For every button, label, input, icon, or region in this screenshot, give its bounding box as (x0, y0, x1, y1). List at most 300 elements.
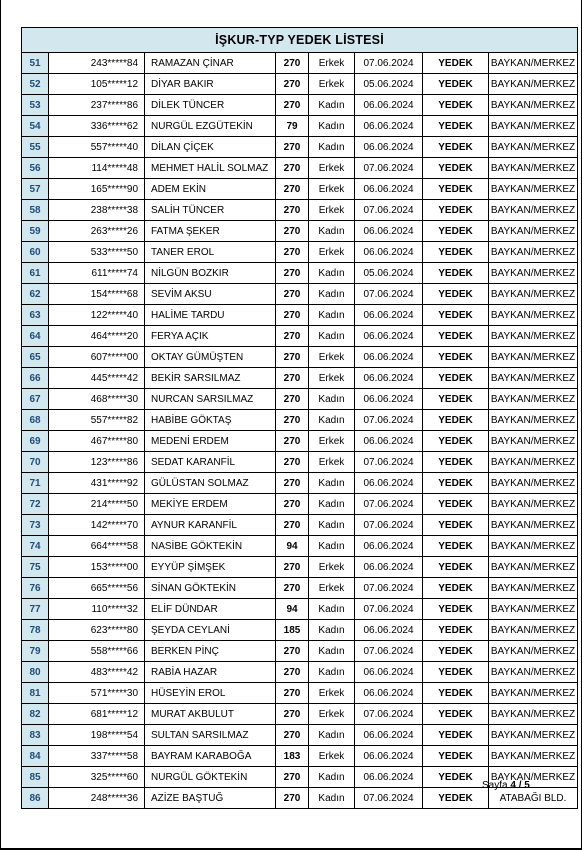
gender: Erkek (309, 578, 355, 599)
row-number: 64 (22, 326, 49, 347)
masked-id-number: 336*****62 (49, 116, 145, 137)
masked-id-number: 243*****84 (49, 53, 145, 74)
application-date: 07.06.2024 (355, 515, 423, 536)
person-name: BERKEN PİNÇ (145, 641, 276, 662)
row-number: 83 (22, 725, 49, 746)
table-row (22, 116, 578, 137)
status: YEDEK (423, 473, 489, 494)
work-location: BAYKAN/MERKEZ (489, 74, 578, 95)
score: 94 (276, 599, 309, 620)
person-name: AYNUR KARANFİL (145, 515, 276, 536)
gender: Erkek (309, 200, 355, 221)
gender: Kadın (309, 326, 355, 347)
gender: Kadın (309, 725, 355, 746)
application-date: 07.06.2024 (355, 200, 423, 221)
score: 270 (276, 515, 309, 536)
status: YEDEK (423, 725, 489, 746)
application-date: 06.06.2024 (355, 242, 423, 263)
gender: Kadın (309, 284, 355, 305)
table-row (22, 662, 578, 683)
work-location: BAYKAN/MERKEZ (489, 536, 578, 557)
work-location: BAYKAN/MERKEZ (489, 494, 578, 515)
masked-id-number: 558*****66 (49, 641, 145, 662)
work-location: BAYKAN/MERKEZ (489, 725, 578, 746)
work-location: BAYKAN/MERKEZ (489, 389, 578, 410)
title-row (22, 28, 578, 53)
status: YEDEK (423, 536, 489, 557)
row-number: 56 (22, 158, 49, 179)
status: YEDEK (423, 368, 489, 389)
row-number: 58 (22, 200, 49, 221)
work-location: BAYKAN/MERKEZ (489, 221, 578, 242)
gender: Erkek (309, 158, 355, 179)
person-name: FATMA ŞEKER (145, 221, 276, 242)
table-row (22, 578, 578, 599)
gender: Kadın (309, 137, 355, 158)
person-name: MEKİYE ERDEM (145, 494, 276, 515)
work-location: BAYKAN/MERKEZ (489, 53, 578, 74)
status: YEDEK (423, 662, 489, 683)
work-location: BAYKAN/MERKEZ (489, 431, 578, 452)
table-row (22, 326, 578, 347)
person-name: NURGÜL GÖKTEKİN (145, 767, 276, 788)
table-row (22, 95, 578, 116)
row-number: 78 (22, 620, 49, 641)
status: YEDEK (423, 620, 489, 641)
work-location: BAYKAN/MERKEZ (489, 305, 578, 326)
masked-id-number: 431*****92 (49, 473, 145, 494)
page-separator: / (518, 780, 522, 791)
application-date: 06.06.2024 (355, 389, 423, 410)
row-number: 65 (22, 347, 49, 368)
application-date: 05.06.2024 (355, 263, 423, 284)
application-date: 06.06.2024 (355, 725, 423, 746)
table-row (22, 368, 578, 389)
table-row (22, 242, 578, 263)
masked-id-number: 467*****80 (49, 431, 145, 452)
status: YEDEK (423, 557, 489, 578)
application-date: 07.06.2024 (355, 53, 423, 74)
score: 270 (276, 137, 309, 158)
masked-id-number: 664*****58 (49, 536, 145, 557)
masked-id-number: 198*****54 (49, 725, 145, 746)
table-row (22, 704, 578, 725)
table-row (22, 305, 578, 326)
gender: Erkek (309, 347, 355, 368)
score: 183 (276, 746, 309, 767)
application-date: 07.06.2024 (355, 452, 423, 473)
person-name: RAMAZAN ÇİNAR (145, 53, 276, 74)
masked-id-number: 110*****32 (49, 599, 145, 620)
score: 270 (276, 53, 309, 74)
application-date: 07.06.2024 (355, 494, 423, 515)
work-location: BAYKAN/MERKEZ (489, 284, 578, 305)
application-date: 06.06.2024 (355, 368, 423, 389)
masked-id-number: 154*****68 (49, 284, 145, 305)
row-number: 69 (22, 431, 49, 452)
score: 270 (276, 326, 309, 347)
score: 270 (276, 683, 309, 704)
current-page: 4 (510, 780, 516, 791)
row-number: 84 (22, 746, 49, 767)
person-name: GÜLÜSTAN SOLMAZ (145, 473, 276, 494)
application-date: 05.06.2024 (355, 74, 423, 95)
gender: Kadın (309, 788, 355, 809)
row-number: 71 (22, 473, 49, 494)
work-location: BAYKAN/MERKEZ (489, 515, 578, 536)
gender: Erkek (309, 431, 355, 452)
page-title: İŞKUR-TYP YEDEK LİSTESİ (22, 28, 578, 53)
status: YEDEK (423, 641, 489, 662)
row-number: 55 (22, 137, 49, 158)
person-name: NURGÜL EZGÜTEKİN (145, 116, 276, 137)
person-name: EYYÜP ŞİMŞEK (145, 557, 276, 578)
gender: Kadın (309, 767, 355, 788)
work-location: BAYKAN/MERKEZ (489, 200, 578, 221)
status: YEDEK (423, 221, 489, 242)
work-location: ATABAĞI BLD. (489, 788, 578, 809)
row-number: 80 (22, 662, 49, 683)
score: 270 (276, 473, 309, 494)
person-name: ELİF DÜNDAR (145, 599, 276, 620)
masked-id-number: 571*****30 (49, 683, 145, 704)
person-name: SEVİM AKSU (145, 284, 276, 305)
work-location: BAYKAN/MERKEZ (489, 95, 578, 116)
work-location: BAYKAN/MERKEZ (489, 662, 578, 683)
table-row (22, 746, 578, 767)
person-name: OKTAY GÜMÜŞTEN (145, 347, 276, 368)
table-row (22, 221, 578, 242)
person-name: DİYAR BAKIR (145, 74, 276, 95)
masked-id-number: 165*****90 (49, 179, 145, 200)
person-name: NASİBE GÖKTEKİN (145, 536, 276, 557)
person-name: MURAT AKBULUT (145, 704, 276, 725)
masked-id-number: 214*****50 (49, 494, 145, 515)
status: YEDEK (423, 452, 489, 473)
score: 270 (276, 725, 309, 746)
masked-id-number: 237*****86 (49, 95, 145, 116)
row-number: 51 (22, 53, 49, 74)
row-number: 67 (22, 389, 49, 410)
status: YEDEK (423, 179, 489, 200)
row-number: 57 (22, 179, 49, 200)
score: 270 (276, 263, 309, 284)
gender: Kadın (309, 515, 355, 536)
gender: Erkek (309, 53, 355, 74)
work-location: BAYKAN/MERKEZ (489, 347, 578, 368)
table-row (22, 179, 578, 200)
row-number: 61 (22, 263, 49, 284)
status: YEDEK (423, 326, 489, 347)
row-number: 62 (22, 284, 49, 305)
application-date: 07.06.2024 (355, 578, 423, 599)
person-name: SİNAN GÖKTEKİN (145, 578, 276, 599)
score: 270 (276, 158, 309, 179)
status: YEDEK (423, 116, 489, 137)
row-number: 77 (22, 599, 49, 620)
person-name: SEDAT KARANFİL (145, 452, 276, 473)
work-location: BAYKAN/MERKEZ (489, 242, 578, 263)
application-date: 06.06.2024 (355, 683, 423, 704)
table-row (22, 137, 578, 158)
score: 270 (276, 242, 309, 263)
application-date: 07.06.2024 (355, 599, 423, 620)
person-name: MEDENİ ERDEM (145, 431, 276, 452)
table-row (22, 494, 578, 515)
application-date: 06.06.2024 (355, 557, 423, 578)
work-location: BAYKAN/MERKEZ (489, 578, 578, 599)
masked-id-number: 557*****40 (49, 137, 145, 158)
person-name: ADEM EKİN (145, 179, 276, 200)
table-row (22, 641, 578, 662)
person-name: NİLGÜN BOZKIR (145, 263, 276, 284)
application-date: 06.06.2024 (355, 473, 423, 494)
score: 270 (276, 74, 309, 95)
score: 270 (276, 410, 309, 431)
masked-id-number: 445*****42 (49, 368, 145, 389)
gender: Kadın (309, 494, 355, 515)
application-date: 06.06.2024 (355, 137, 423, 158)
score: 185 (276, 620, 309, 641)
gender: Kadın (309, 473, 355, 494)
score: 270 (276, 221, 309, 242)
masked-id-number: 681*****12 (49, 704, 145, 725)
gender: Kadın (309, 305, 355, 326)
person-name: HALİME TARDU (145, 305, 276, 326)
status: YEDEK (423, 767, 489, 788)
masked-id-number: 533*****50 (49, 242, 145, 263)
table-row (22, 683, 578, 704)
masked-id-number: 611*****74 (49, 263, 145, 284)
person-name: TANER EROL (145, 242, 276, 263)
page-label: Sayfa (482, 780, 508, 791)
row-number: 54 (22, 116, 49, 137)
gender: Kadın (309, 599, 355, 620)
status: YEDEK (423, 431, 489, 452)
gender: Erkek (309, 683, 355, 704)
status: YEDEK (423, 683, 489, 704)
row-number: 76 (22, 578, 49, 599)
table-row (22, 200, 578, 221)
score: 270 (276, 368, 309, 389)
status: YEDEK (423, 53, 489, 74)
gender: Kadın (309, 389, 355, 410)
work-location: BAYKAN/MERKEZ (489, 116, 578, 137)
status: YEDEK (423, 746, 489, 767)
score: 94 (276, 536, 309, 557)
person-name: BAYRAM KARABOĞA (145, 746, 276, 767)
page-edge-left (0, 0, 1, 850)
masked-id-number: 483*****42 (49, 662, 145, 683)
row-number: 74 (22, 536, 49, 557)
row-number: 66 (22, 368, 49, 389)
score: 270 (276, 557, 309, 578)
work-location: BAYKAN/MERKEZ (489, 137, 578, 158)
table-row (22, 536, 578, 557)
score: 270 (276, 494, 309, 515)
table-row (22, 725, 578, 746)
masked-id-number: 665*****56 (49, 578, 145, 599)
status: YEDEK (423, 578, 489, 599)
application-date: 07.06.2024 (355, 158, 423, 179)
gender: Kadın (309, 641, 355, 662)
masked-id-number: 114*****48 (49, 158, 145, 179)
status: YEDEK (423, 704, 489, 725)
masked-id-number: 464*****20 (49, 326, 145, 347)
table-row (22, 158, 578, 179)
gender: Kadın (309, 620, 355, 641)
gender: Erkek (309, 242, 355, 263)
work-location: BAYKAN/MERKEZ (489, 452, 578, 473)
masked-id-number: 623*****80 (49, 620, 145, 641)
row-number: 52 (22, 74, 49, 95)
status: YEDEK (423, 389, 489, 410)
work-location: BAYKAN/MERKEZ (489, 746, 578, 767)
person-name: HÜSEYİN EROL (145, 683, 276, 704)
row-number: 59 (22, 221, 49, 242)
status: YEDEK (423, 494, 489, 515)
application-date: 06.06.2024 (355, 305, 423, 326)
application-date: 07.06.2024 (355, 788, 423, 809)
table-body (22, 53, 578, 809)
table-row (22, 389, 578, 410)
gender: Erkek (309, 557, 355, 578)
score: 270 (276, 704, 309, 725)
score: 270 (276, 95, 309, 116)
application-date: 06.06.2024 (355, 221, 423, 242)
masked-id-number: 153*****00 (49, 557, 145, 578)
person-name: FERYA AÇIK (145, 326, 276, 347)
gender: Erkek (309, 704, 355, 725)
gender: Kadın (309, 95, 355, 116)
score: 270 (276, 389, 309, 410)
gender: Kadın (309, 410, 355, 431)
masked-id-number: 468*****30 (49, 389, 145, 410)
row-number: 82 (22, 704, 49, 725)
person-name: AZİZE BAŞTUĞ (145, 788, 276, 809)
status: YEDEK (423, 242, 489, 263)
work-location: BAYKAN/MERKEZ (489, 767, 578, 788)
status: YEDEK (423, 788, 489, 809)
row-number: 70 (22, 452, 49, 473)
masked-id-number: 557*****82 (49, 410, 145, 431)
score: 270 (276, 284, 309, 305)
masked-id-number: 607*****00 (49, 347, 145, 368)
row-number: 72 (22, 494, 49, 515)
reserve-list-table (21, 27, 578, 809)
person-name: ŞEYDA CEYLANİ (145, 620, 276, 641)
work-location: BAYKAN/MERKEZ (489, 557, 578, 578)
masked-id-number: 337*****58 (49, 746, 145, 767)
score: 270 (276, 767, 309, 788)
person-name: HABİBE GÖKTAŞ (145, 410, 276, 431)
status: YEDEK (423, 515, 489, 536)
score: 270 (276, 179, 309, 200)
status: YEDEK (423, 158, 489, 179)
gender: Erkek (309, 452, 355, 473)
table-row (22, 410, 578, 431)
masked-id-number: 122*****40 (49, 305, 145, 326)
gender: Erkek (309, 179, 355, 200)
table-row (22, 74, 578, 95)
score: 270 (276, 200, 309, 221)
row-number: 86 (22, 788, 49, 809)
person-name: MEHMET HALİL SOLMAZ (145, 158, 276, 179)
table-row (22, 620, 578, 641)
gender: Kadın (309, 263, 355, 284)
score: 270 (276, 431, 309, 452)
status: YEDEK (423, 284, 489, 305)
application-date: 06.06.2024 (355, 746, 423, 767)
work-location: BAYKAN/MERKEZ (489, 410, 578, 431)
table-row (22, 515, 578, 536)
page-number (482, 780, 530, 791)
person-name: DİLEK TÜNCER (145, 95, 276, 116)
score: 270 (276, 788, 309, 809)
work-location: BAYKAN/MERKEZ (489, 326, 578, 347)
application-date: 06.06.2024 (355, 179, 423, 200)
status: YEDEK (423, 137, 489, 158)
status: YEDEK (423, 74, 489, 95)
score: 270 (276, 662, 309, 683)
row-number: 68 (22, 410, 49, 431)
gender: Erkek (309, 746, 355, 767)
score: 270 (276, 641, 309, 662)
score: 79 (276, 116, 309, 137)
application-date: 07.06.2024 (355, 704, 423, 725)
person-name: SALİH TÜNCER (145, 200, 276, 221)
table-row (22, 53, 578, 74)
status: YEDEK (423, 95, 489, 116)
application-date: 06.06.2024 (355, 95, 423, 116)
masked-id-number: 325*****60 (49, 767, 145, 788)
work-location: BAYKAN/MERKEZ (489, 704, 578, 725)
table-row (22, 473, 578, 494)
application-date: 07.06.2024 (355, 641, 423, 662)
masked-id-number: 142*****70 (49, 515, 145, 536)
status: YEDEK (423, 347, 489, 368)
masked-id-number: 238*****38 (49, 200, 145, 221)
application-date: 06.06.2024 (355, 536, 423, 557)
table-row (22, 347, 578, 368)
gender: Kadın (309, 536, 355, 557)
application-date: 06.06.2024 (355, 326, 423, 347)
masked-id-number: 123*****86 (49, 452, 145, 473)
table-row (22, 431, 578, 452)
masked-id-number: 105*****12 (49, 74, 145, 95)
gender: Kadın (309, 116, 355, 137)
row-number: 63 (22, 305, 49, 326)
gender: Kadın (309, 221, 355, 242)
row-number: 60 (22, 242, 49, 263)
status: YEDEK (423, 410, 489, 431)
person-name: RABİA HAZAR (145, 662, 276, 683)
row-number: 53 (22, 95, 49, 116)
work-location: BAYKAN/MERKEZ (489, 179, 578, 200)
work-location: BAYKAN/MERKEZ (489, 620, 578, 641)
person-name: BEKİR SARSILMAZ (145, 368, 276, 389)
row-number: 73 (22, 515, 49, 536)
masked-id-number: 248*****36 (49, 788, 145, 809)
application-date: 06.06.2024 (355, 662, 423, 683)
work-location: BAYKAN/MERKEZ (489, 158, 578, 179)
status: YEDEK (423, 599, 489, 620)
masked-id-number: 263*****26 (49, 221, 145, 242)
work-location: BAYKAN/MERKEZ (489, 263, 578, 284)
row-number: 85 (22, 767, 49, 788)
row-number: 81 (22, 683, 49, 704)
score: 270 (276, 347, 309, 368)
